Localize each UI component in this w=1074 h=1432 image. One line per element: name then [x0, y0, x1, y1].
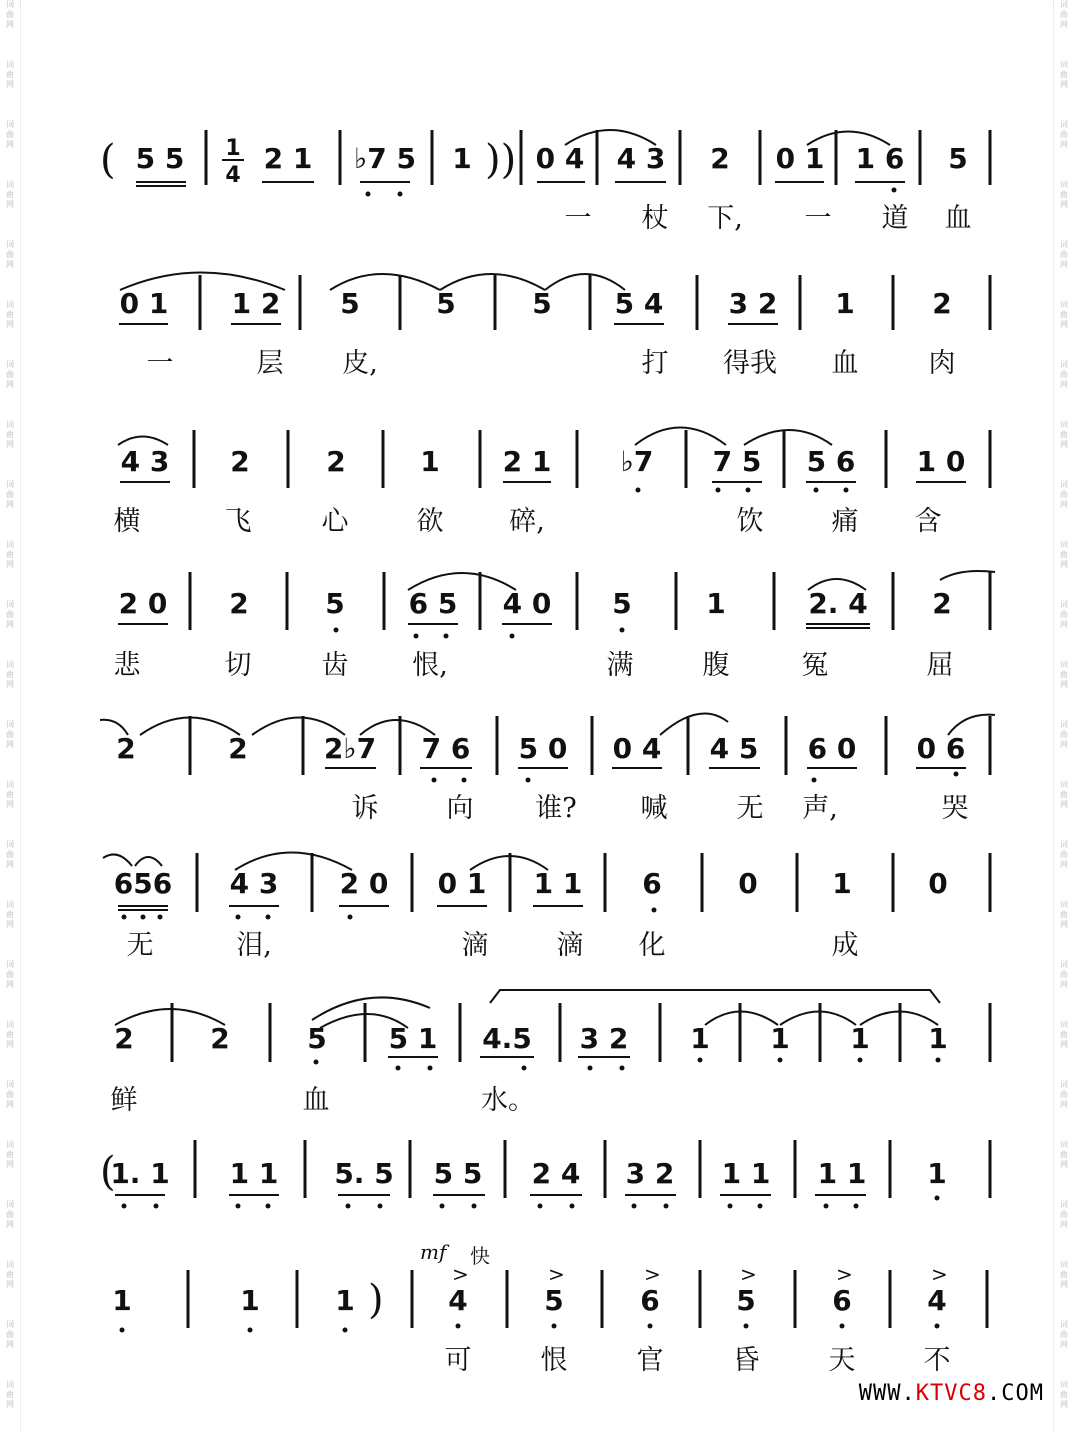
accent-mark-4: >	[740, 1262, 757, 1286]
watermark-prefix: WWW.	[858, 1381, 916, 1406]
lyric-4-2: 切	[224, 650, 252, 681]
accent-mark-1: >	[452, 1262, 469, 1286]
note-1-4: 1	[452, 142, 472, 175]
note-8-2: 1 1	[229, 1157, 279, 1190]
lyric-4-1: 悲	[113, 650, 141, 681]
strip-mark: 词 曲 网	[1060, 780, 1068, 809]
note-2-3: 5	[340, 287, 360, 320]
note-6-8: 1	[832, 867, 852, 900]
note-8-6: 3 2	[625, 1157, 675, 1190]
note-2-7: 3 2	[728, 287, 778, 320]
note-5-7: 4 5	[709, 732, 759, 765]
lyric-3-5: 碎,	[509, 506, 545, 537]
lyric-9-3: 官	[636, 1345, 664, 1376]
site-watermark	[859, 1381, 1044, 1406]
strip-mark: 词 曲 网	[1060, 120, 1068, 149]
lyric-1-5: 道	[881, 203, 909, 234]
note-4-9: 2	[932, 587, 952, 620]
lyric-4-3: 齿	[321, 650, 349, 681]
note-6-2: 4 3	[229, 867, 279, 900]
note-5-3: 2♭7	[323, 732, 377, 765]
lyric-6-1: 无	[126, 930, 154, 961]
barlines	[172, 130, 990, 1328]
note-7-8: 1	[770, 1022, 790, 1055]
note-3-9: 1 0	[916, 445, 966, 478]
lyric-2-6: 血	[831, 348, 859, 379]
note-6-3: 2 0	[339, 867, 389, 900]
lyric-3-4: 欲	[416, 506, 444, 537]
lyric-4-7: 冤	[801, 650, 829, 681]
lyric-4-4: 恨,	[412, 650, 448, 681]
note-5-9: 0 6	[916, 732, 966, 765]
lyric-2-5: 得我	[723, 348, 777, 379]
note-4-8: 2. 4	[808, 587, 868, 620]
note-8-9: 1	[927, 1157, 947, 1190]
lyric-9-2: 恨	[540, 1345, 568, 1376]
note-4-2: 2	[229, 587, 249, 620]
note-6-9: 0	[928, 867, 948, 900]
note-5-1: 2	[116, 732, 136, 765]
note-9-9: 4	[927, 1284, 947, 1317]
note-7-3: 5	[307, 1022, 327, 1055]
note-8-4: 5 5	[433, 1157, 483, 1190]
lyric-5-7: 哭	[941, 793, 969, 824]
open-paren-1: (	[100, 137, 116, 183]
note-3-1: 4 3	[120, 445, 170, 478]
note-1-2: 2 1	[263, 142, 313, 175]
lyric-2-7: 肉	[928, 348, 956, 379]
note-4-3: 5	[325, 587, 345, 620]
note-6-1: 656	[113, 867, 173, 900]
lyric-6-4: 滴	[556, 930, 584, 961]
note-6-6: 6	[642, 867, 662, 900]
tempo-marking: 快	[470, 1244, 490, 1268]
lyric-5-6: 声,	[802, 793, 838, 824]
lyric-9-4: 昏	[732, 1345, 760, 1376]
strip-mark: 词 曲 网	[6, 60, 14, 89]
lyric-6-6: 成	[831, 930, 859, 961]
strip-mark: 词 曲 网	[6, 120, 14, 149]
lyric-5-5: 无	[736, 793, 764, 824]
note-7-10: 1	[928, 1022, 948, 1055]
strip-mark: 词 曲 网	[6, 900, 14, 929]
strip-mark: 词 曲 网	[1060, 1260, 1068, 1289]
strip-mark: 词 曲 网	[6, 1260, 14, 1289]
note-6-4: 0 1	[437, 867, 487, 900]
close-paren-1: ))	[485, 137, 517, 183]
lyric-6-5: 化	[638, 930, 666, 961]
strip-mark: 词 曲 网	[6, 840, 14, 869]
open-paren-8: (	[100, 1149, 116, 1195]
note-7-2: 2	[210, 1022, 230, 1055]
strip-mark: 词 曲 网	[6, 780, 14, 809]
note-7-7: 1	[690, 1022, 710, 1055]
strip-mark: 词 曲 网	[6, 600, 14, 629]
lyric-2-1: 一	[146, 348, 174, 379]
note-6-5: 1 1	[533, 867, 583, 900]
strip-mark: 词 曲 网	[6, 480, 14, 509]
strip-mark: 词 曲 网	[1060, 360, 1068, 389]
strip-mark: 词 曲 网	[6, 960, 14, 989]
note-3-2: 2	[230, 445, 250, 478]
note-9-2: 1	[240, 1284, 260, 1317]
strip-mark: 词 曲 网	[1060, 960, 1068, 989]
strip-mark: 词 曲 网	[6, 0, 14, 29]
note-9-1: 1	[112, 1284, 132, 1317]
note-4-5: 4 0	[502, 587, 552, 620]
lyric-7-3: 水。	[481, 1085, 535, 1116]
note-4-6: 5	[612, 587, 632, 620]
note-1-5: 0 4	[535, 142, 585, 175]
lyric-4-6: 腹	[702, 650, 730, 681]
lyric-4-8: 屈	[926, 650, 954, 681]
note-5-4: 7 6	[421, 732, 471, 765]
note-3-7: 7 5	[712, 445, 762, 478]
note-9-3: 1	[335, 1284, 355, 1317]
watermark-brand: KTVC8	[915, 1381, 988, 1406]
strip-mark: 词 曲 网	[6, 660, 14, 689]
accent-mark-3: >	[644, 1262, 661, 1286]
lyric-5-1: 诉	[351, 793, 379, 824]
strip-mark: 词 曲 网	[1060, 300, 1068, 329]
underlines	[115, 182, 966, 1195]
strip-mark: 词 曲 网	[1060, 0, 1068, 29]
lyric-5-3: 谁?	[535, 793, 577, 824]
strip-mark: 词 曲 网	[6, 1320, 14, 1349]
lyric-2-4: 打	[641, 348, 669, 379]
lyric-3-3: 心	[321, 506, 349, 537]
close-paren-9: )	[368, 1277, 384, 1323]
note-9-8: 6	[832, 1284, 852, 1317]
note-9-4: 4	[448, 1284, 468, 1317]
lyric-1-3: 下,	[707, 203, 743, 234]
note-5-6: 0 4	[612, 732, 662, 765]
note-9-5: 5	[544, 1284, 564, 1317]
dynamic-marking: mf	[420, 1240, 447, 1264]
note-3-3: 2	[326, 445, 346, 478]
note-7-1: 2	[114, 1022, 134, 1055]
lyric-9-5: 天	[828, 1345, 856, 1376]
time-sig-bottom: 4	[225, 163, 241, 188]
note-1-3: ♭7 5	[354, 142, 416, 175]
strip-mark: 词 曲 网	[1060, 420, 1068, 449]
note-5-5: 5 0	[518, 732, 568, 765]
time-sig-top: 1	[225, 136, 241, 161]
note-8-7: 1 1	[721, 1157, 771, 1190]
lyric-1-1: 一	[564, 203, 592, 234]
strip-mark: 词 曲 网	[1060, 1320, 1068, 1349]
lyric-5-4: 喊	[640, 793, 668, 824]
note-8-5: 2 4	[531, 1157, 581, 1190]
note-3-4: 1	[420, 445, 440, 478]
note-1-9: 1 6	[855, 142, 905, 175]
accent-mark-5: >	[836, 1262, 853, 1286]
strip-mark: 词 曲 网	[1060, 600, 1068, 629]
note-1-1: 5 5	[135, 142, 185, 175]
strip-mark: 词 曲 网	[1060, 540, 1068, 569]
strip-mark: 词 曲 网	[1060, 840, 1068, 869]
note-4-1: 2 0	[118, 587, 168, 620]
lyric-1-6: 血	[944, 203, 972, 234]
lyric-3-7: 痛	[831, 506, 859, 537]
strip-mark: 词 曲 网	[6, 1380, 14, 1409]
strip-mark: 词 曲 网	[6, 300, 14, 329]
strip-mark: 词 曲 网	[1060, 240, 1068, 269]
strip-mark: 词 曲 网	[1060, 60, 1068, 89]
strip-mark: 词 曲 网	[1060, 1200, 1068, 1229]
lyric-9-1: 可	[444, 1345, 472, 1376]
note-7-9: 1	[850, 1022, 870, 1055]
accent-mark-6: >	[931, 1262, 948, 1286]
strip-mark: 词 曲 网	[6, 1140, 14, 1169]
strip-mark: 词 曲 网	[1060, 180, 1068, 209]
note-7-6: 3 2	[579, 1022, 629, 1055]
strip-mark: 词 曲 网	[1060, 720, 1068, 749]
note-9-6: 6	[640, 1284, 660, 1317]
lyric-1-2: 杖	[641, 203, 669, 234]
note-5-8: 6 0	[807, 732, 857, 765]
strip-mark: 词 曲 网	[6, 420, 14, 449]
lyric-3-2: 飞	[224, 506, 252, 537]
strip-mark: 词 曲 网	[1060, 900, 1068, 929]
note-4-4: 6 5	[408, 587, 458, 620]
strip-mark: 词 曲 网	[6, 180, 14, 209]
strip-mark: 词 曲 网	[1060, 1140, 1068, 1169]
lyric-6-3: 滴	[461, 930, 489, 961]
strip-mark: 词 曲 网	[1060, 1080, 1068, 1109]
lyric-2-3: 皮,	[342, 348, 378, 379]
accent-mark-2: >	[548, 1262, 565, 1286]
note-4-7: 1	[706, 587, 726, 620]
lyric-7-1: 鲜	[110, 1085, 138, 1116]
lyric-2-2: 层	[256, 348, 284, 379]
note-8-8: 1 1	[817, 1157, 867, 1190]
lyric-1-4: 一	[804, 203, 832, 234]
note-7-5: 4.5	[482, 1022, 532, 1055]
note-5-2: 2	[228, 732, 248, 765]
strip-mark: 词 曲 网	[1060, 660, 1068, 689]
lyric-6-2: 泪,	[236, 930, 272, 961]
strip-mark: 词 曲 网	[6, 1200, 14, 1229]
strip-mark: 词 曲 网	[1060, 480, 1068, 509]
note-1-6: 4 3	[616, 142, 666, 175]
strip-mark: 词 曲 网	[6, 1080, 14, 1109]
note-8-1: 1. 1	[110, 1157, 170, 1190]
note-3-5: 2 1	[502, 445, 552, 478]
note-2-1: 0 1	[119, 287, 169, 320]
note-2-2: 1 2	[231, 287, 281, 320]
note-2-8: 1	[835, 287, 855, 320]
note-7-4: 5 1	[388, 1022, 438, 1055]
lyric-4-5: 满	[606, 650, 634, 681]
note-2-9: 2	[932, 287, 952, 320]
strip-mark: 词 曲 网	[6, 720, 14, 749]
lyric-3-8: 含	[914, 506, 942, 537]
lyric-7-2: 血	[302, 1085, 330, 1116]
note-1-7: 2	[710, 142, 730, 175]
strip-mark: 词 曲 网	[1060, 1380, 1068, 1409]
note-1-8: 0 1	[775, 142, 825, 175]
watermark-suffix: .COM	[987, 1381, 1044, 1406]
note-2-4: 5	[436, 287, 456, 320]
strip-mark: 词 曲 网	[6, 360, 14, 389]
lyric-9-6: 不	[923, 1345, 951, 1376]
note-2-5: 5	[532, 287, 552, 320]
lyric-3-1: 横	[113, 506, 141, 537]
strip-mark: 词 曲 网	[1060, 1020, 1068, 1049]
strip-mark: 词 曲 网	[6, 240, 14, 269]
lyric-5-2: 向	[446, 793, 474, 824]
note-9-7: 5	[736, 1284, 756, 1317]
strip-mark: 词 曲 网	[6, 540, 14, 569]
note-3-8: 5 6	[806, 445, 856, 478]
note-1-10: 5	[948, 142, 968, 175]
note-3-6: ♭7	[620, 445, 654, 478]
strip-mark: 词 曲 网	[6, 1020, 14, 1049]
note-6-7: 0	[738, 867, 758, 900]
note-2-6: 5 4	[614, 287, 664, 320]
lyric-3-6: 饮	[736, 506, 764, 537]
note-8-3: 5. 5	[334, 1157, 394, 1190]
